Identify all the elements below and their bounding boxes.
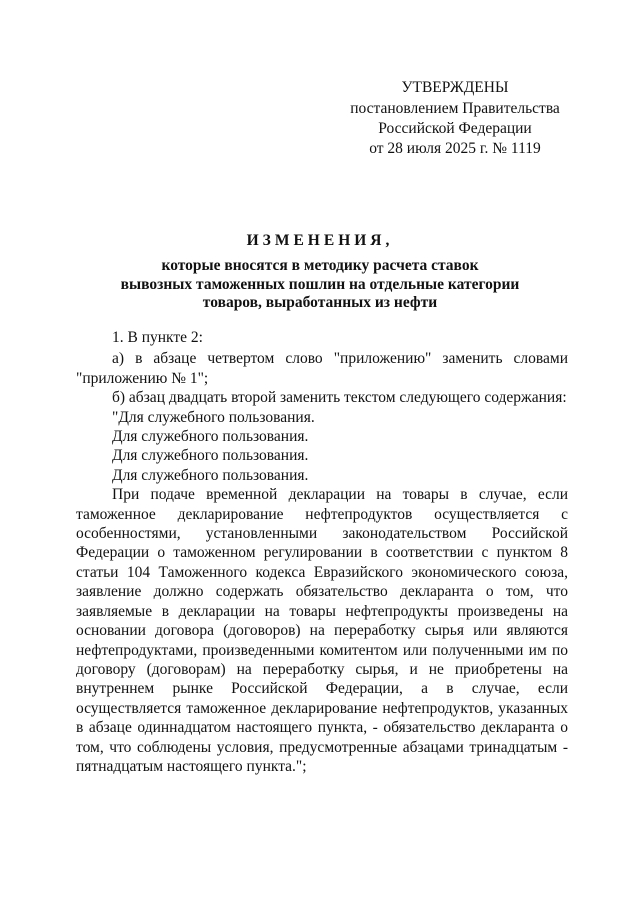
dsp-line-1: "Для служебного пользования. [112,408,315,426]
dsp-line-4: Для служебного пользования. [112,466,309,484]
item-1: 1. В пункте 2: [112,329,203,346]
approval-line-government: Российской Федерации [378,120,532,137]
main-paragraph: При подаче временной декларации на товары в случае, если таможенное декларирование нефтепродуктов осуществляется с особенностями, установленными законодательством Российской Федерации о таможенном регулировании в соответствии с пунктом 8 статьи 104 Таможенного кодекса Евразийского экономического союза, заявление должно содержать обязательство декларанта о том, что заявляемые в декларации на товары нефтепродукты произведены на основании договора (договоров) на переработку сырья или являются нефтепродуктами, произведенными комитентом или полученными им по договору (договорам) на переработку сырья, и не приобретены на внутреннем рынке Российской Федерации, а в случае, если осуществляется таможенное декларирование нефтепродуктов, указанных в абзаце одиннадцатом настоящего пункта, - обязательство декларанта о том, что соблюдены условия, предусмотренные абзацами тринадцатым - пятнадцатым настоящего пункта."; [76,486,568,775]
subtitle-line-2: вывозных таможенных пошлин на отдельные категории [120,275,520,293]
document-title: ИЗМЕНЕНИЯ, [246,232,394,249]
subtitle-line-3: товаров, выработанных из нефти [202,294,438,311]
document-body [76,328,568,776]
approval-stamp [340,78,570,159]
item-1a: а) в абзаце четвертом слово "приложению" заменить словами "приложению № 1"; [76,350,568,387]
approved-heading: УТВЕРЖДЕНЫ [401,79,509,96]
dsp-line-3: Для служебного пользования. [112,447,309,465]
approval-line-date: от 28 июля 2025 г. № 1119 [369,140,541,157]
dsp-line-2: Для служебного пользования. [112,428,309,446]
approval-line-resolution: постановлением Правительства [350,100,560,117]
item-1b: б) абзац двадцать второй заменить текстом следующего содержания: [112,389,567,407]
document-subtitle [60,257,580,313]
subtitle-line-1: которые вносятся в методику расчета ставок [161,257,479,274]
